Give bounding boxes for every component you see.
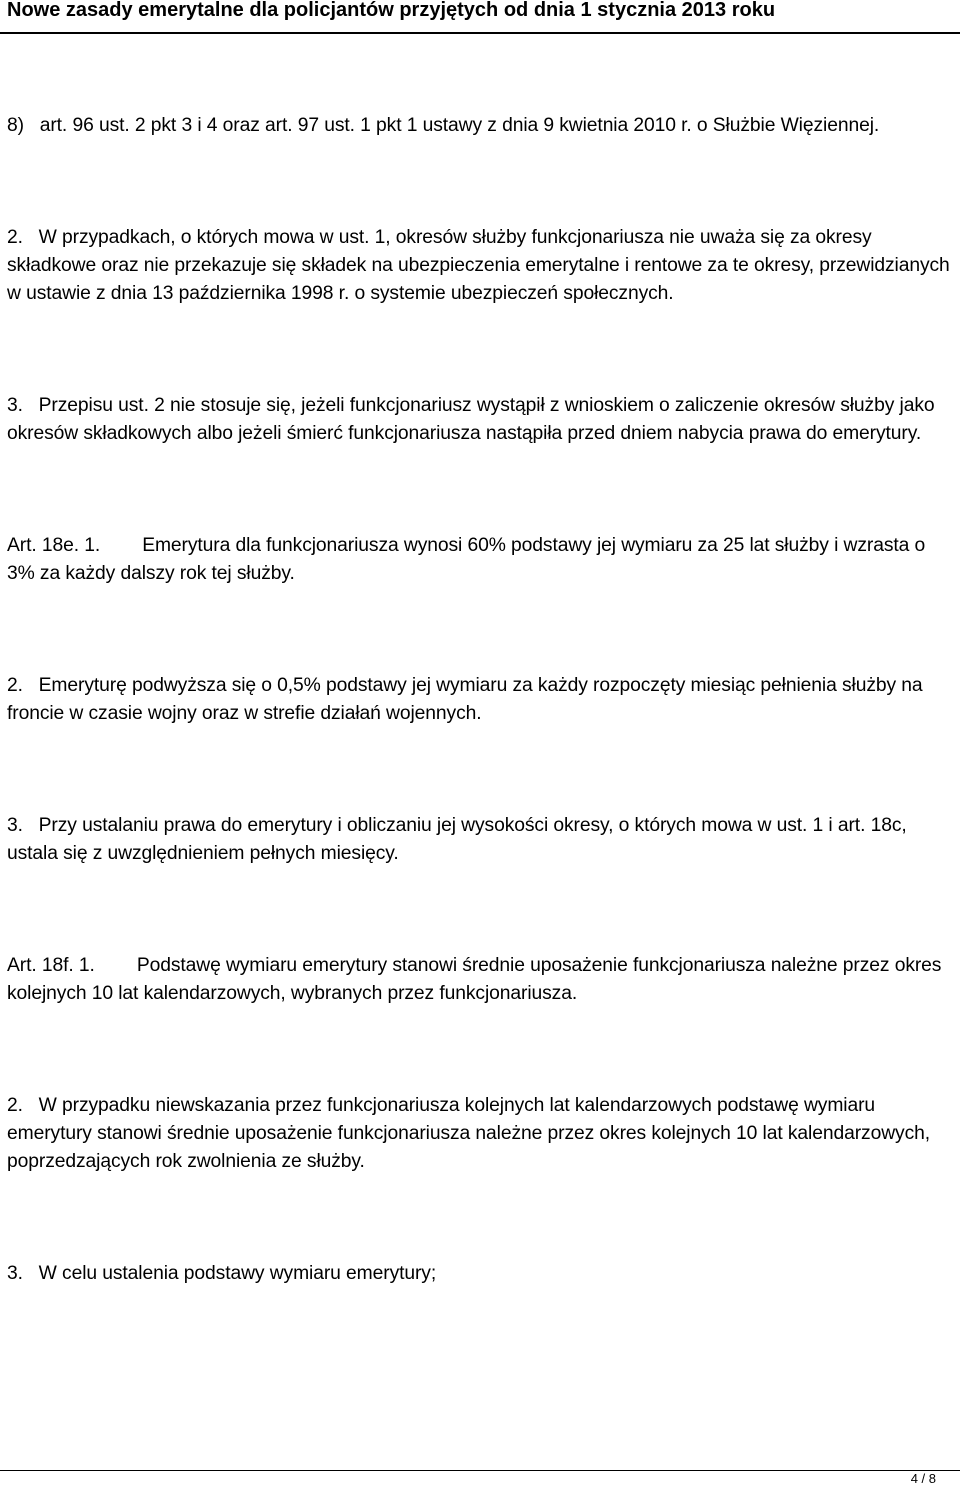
paragraph-text: Podstawę wymiaru emerytury stanowi średnie uposażenie funkcjonariusza należne przez okres kolejnych 10 lat kalendarzowych, wybranych przez funkcjonariusza. <box>7 955 942 1004</box>
paragraph-art18e-2 <box>7 672 957 728</box>
paragraph-number: 8) <box>7 115 24 136</box>
paragraph-text: W przypadku niewskazania przez funkcjonariusza kolejnych lat kalendarzowych podstawę wymiaru emerytury stanowi średnie uposażenie funkcjonariusza należne przez okres kolejnych 10 lat kalendarzowych, poprzedzających rok zwolnienia ze służby. <box>7 1095 930 1172</box>
paragraph-number: 2. <box>7 1095 23 1116</box>
paragraph-art18f-1 <box>7 952 957 1008</box>
paragraph-art18f-3 <box>7 1260 957 1288</box>
paragraph-number: 2. <box>7 675 23 696</box>
document-body <box>7 112 957 1288</box>
paragraph-art18f-2 <box>7 1092 957 1176</box>
paragraph-ust3 <box>7 392 957 448</box>
page-header <box>0 0 960 34</box>
paragraph-art96 <box>7 112 957 140</box>
paragraph-art18e-3 <box>7 812 957 868</box>
paragraph-text: Emerytura dla funkcjonariusza wynosi 60% podstawy jej wymiaru za 25 lat służby i wzrasta o 3% za każdy dalszy rok tej służby. <box>7 535 926 584</box>
paragraph-number: Art. 18f. 1. <box>7 955 95 976</box>
paragraph-text: Przy ustalaniu prawa do emerytury i obliczaniu jej wysokości okresy, o których mowa w ust. 1 i art. 18c, ustala się z uwzględnieniem pełnych miesięcy. <box>7 815 907 864</box>
paragraph-text: art. 96 ust. 2 pkt 3 i 4 oraz art. 97 ust. 1 pkt 1 ustawy z dnia 9 kwietnia 2010 r. o Służbie Więziennej. <box>39 115 880 136</box>
paragraph-number: 3. <box>7 395 23 416</box>
footer-divider <box>0 1470 960 1471</box>
paragraph-number: 2. <box>7 227 23 248</box>
paragraph-text: W celu ustalenia podstawy wymiaru emerytury; <box>38 1263 437 1284</box>
paragraph-text: W przypadkach, o których mowa w ust. 1, okresów służby funkcjonariusza nie uważa się za okresy składkowe oraz nie przekazuje się składek na ubezpieczenia emerytalne i rentowe za te okresy, przewidzianych w ustawie z dnia 13 października 1998 r. o systemie ubezpieczeń społecznych. <box>7 227 950 304</box>
paragraph-number: 3. <box>7 1263 23 1284</box>
paragraph-ust2 <box>7 224 957 308</box>
paragraph-number: Art. 18e. 1. <box>7 535 101 556</box>
paragraph-text: Przepisu ust. 2 nie stosuje się, jeżeli funkcjonariusz wystąpił z wnioskiem o zaliczenie okresów służby jako okresów składkowych albo jeżeli śmierć funkcjonariusza nastąpiła przed dniem nabycia prawa do emerytury. <box>7 395 935 444</box>
document-title: Nowe zasady emerytalne dla policjantów przyjętych od dnia 1 stycznia 2013 roku <box>7 0 776 21</box>
paragraph-text: Emeryturę podwyższa się o 0,5% podstawy jej wymiaru za każdy rozpoczęty miesiąc pełnienia służby na froncie w czasie wojny oraz w strefie działań wojennych. <box>7 675 923 724</box>
paragraph-number: 3. <box>7 815 23 836</box>
paragraph-art18e-1 <box>7 532 957 588</box>
page-number: 4 / 8 <box>910 1471 936 1486</box>
